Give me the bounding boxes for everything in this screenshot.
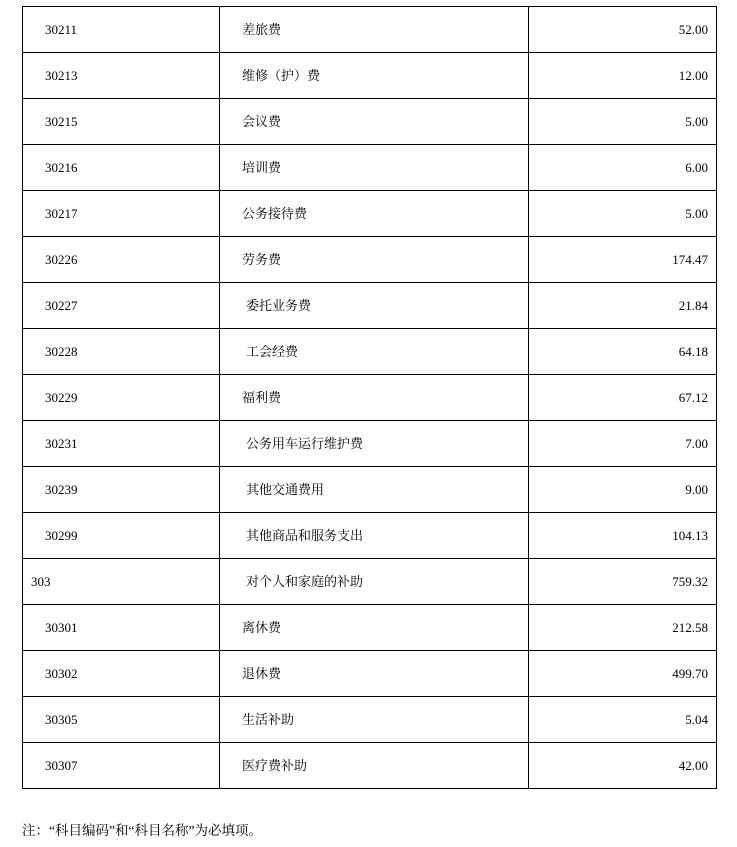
table-row — [23, 697, 717, 743]
cell-amount: 64.18 — [529, 329, 717, 375]
cell-subject-name: 生活补助 — [220, 697, 529, 743]
table-row — [23, 421, 717, 467]
cell-subject-code: 30215 — [23, 99, 220, 145]
cell-amount: 5.00 — [529, 191, 717, 237]
cell-subject-name: 维修（护）费 — [220, 53, 529, 99]
cell-subject-name: 医疗费补助 — [220, 743, 529, 789]
cell-subject-code: 30216 — [23, 145, 220, 191]
cell-amount: 9.00 — [529, 467, 717, 513]
cell-subject-code: 30231 — [23, 421, 220, 467]
cell-subject-name: 劳务费 — [220, 237, 529, 283]
cell-subject-code: 30301 — [23, 605, 220, 651]
cell-subject-name: 公务接待费 — [220, 191, 529, 237]
table-row — [23, 467, 717, 513]
cell-subject-code: 30213 — [23, 53, 220, 99]
cell-subject-name: 委托业务费 — [220, 283, 529, 329]
cell-subject-code: 30305 — [23, 697, 220, 743]
cell-subject-name: 公务用车运行维护费 — [220, 421, 529, 467]
cell-amount: 21.84 — [529, 283, 717, 329]
table-row — [23, 283, 717, 329]
cell-amount: 12.00 — [529, 53, 717, 99]
cell-amount: 759.32 — [529, 559, 717, 605]
cell-subject-code: 303 — [23, 559, 220, 605]
cell-subject-code: 30229 — [23, 375, 220, 421]
cell-amount: 5.00 — [529, 99, 717, 145]
cell-subject-name: 离休费 — [220, 605, 529, 651]
cell-subject-name: 对个人和家庭的补助 — [220, 559, 529, 605]
table-row — [23, 513, 717, 559]
cell-subject-name: 其他交通费用 — [220, 467, 529, 513]
cell-subject-code: 30307 — [23, 743, 220, 789]
cell-subject-code: 30211 — [23, 7, 220, 53]
cell-subject-name: 差旅费 — [220, 7, 529, 53]
cell-subject-name: 退休费 — [220, 651, 529, 697]
cell-subject-name: 会议费 — [220, 99, 529, 145]
table-row — [23, 651, 717, 697]
table-row — [23, 191, 717, 237]
cell-amount: 7.00 — [529, 421, 717, 467]
table-row — [23, 145, 717, 191]
table-row — [23, 375, 717, 421]
table-row — [23, 53, 717, 99]
table-row — [23, 99, 717, 145]
cell-subject-name: 培训费 — [220, 145, 529, 191]
table-footnote: 注：“科目编码”和“科目名称”为必填项。 — [22, 823, 262, 838]
cell-subject-code: 30302 — [23, 651, 220, 697]
budget-expenditure-table — [22, 6, 717, 789]
cell-subject-code: 30227 — [23, 283, 220, 329]
table-row — [23, 237, 717, 283]
cell-amount: 174.47 — [529, 237, 717, 283]
table-row — [23, 7, 717, 53]
table-row — [23, 559, 717, 605]
cell-subject-name: 其他商品和服务支出 — [220, 513, 529, 559]
cell-subject-code: 30239 — [23, 467, 220, 513]
cell-amount: 104.13 — [529, 513, 717, 559]
cell-subject-name: 福利费 — [220, 375, 529, 421]
cell-subject-code: 30226 — [23, 237, 220, 283]
cell-subject-code: 30217 — [23, 191, 220, 237]
cell-subject-name: 工会经费 — [220, 329, 529, 375]
cell-amount: 5.04 — [529, 697, 717, 743]
cell-amount: 67.12 — [529, 375, 717, 421]
cell-subject-code: 30299 — [23, 513, 220, 559]
table-row — [23, 329, 717, 375]
cell-subject-code: 30228 — [23, 329, 220, 375]
table-body — [23, 7, 717, 789]
table-row — [23, 605, 717, 651]
cell-amount: 42.00 — [529, 743, 717, 789]
cell-amount: 6.00 — [529, 145, 717, 191]
cell-amount: 212.58 — [529, 605, 717, 651]
table-row — [23, 743, 717, 789]
document-page — [0, 6, 737, 847]
cell-amount: 52.00 — [529, 7, 717, 53]
cell-amount: 499.70 — [529, 651, 717, 697]
